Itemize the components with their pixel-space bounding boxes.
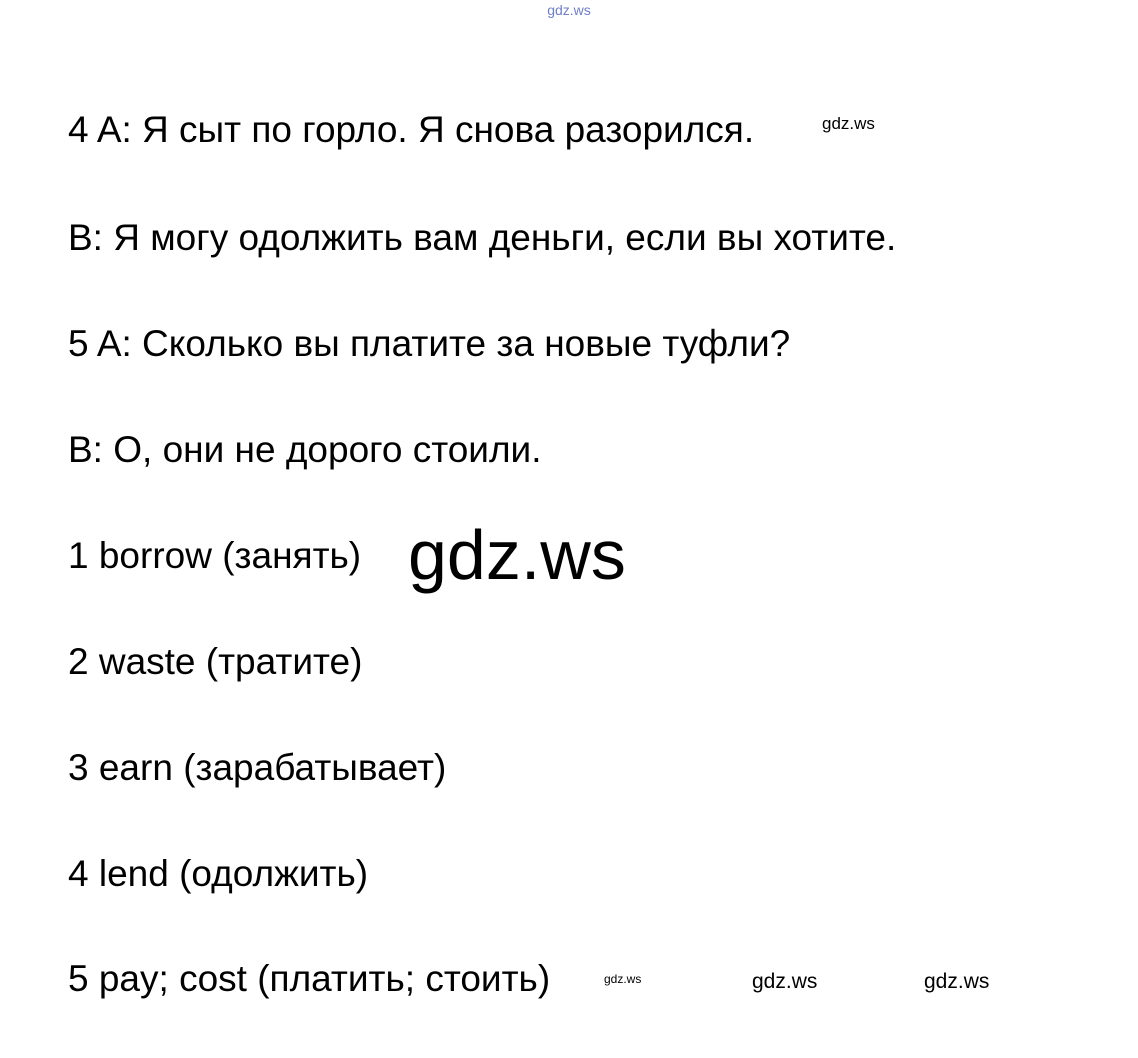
- watermark-superscript: gdz.ws: [822, 114, 875, 133]
- watermark-tiny: gdz.ws: [604, 972, 642, 986]
- watermark-bottom-middle: gdz.ws: [752, 970, 818, 993]
- dialogue-line-3: 5 A: Сколько вы платите за новые туфли?: [68, 323, 791, 364]
- dialogue-line-4: B: О, они не дорого стоили.: [68, 429, 542, 470]
- watermark-large: gdz.ws: [408, 516, 626, 594]
- watermark-bottom-right: gdz.ws: [924, 970, 990, 993]
- answer-2: 2 waste (тратите): [68, 641, 363, 682]
- answer-5: 5 pay; cost (платить; стоить): [68, 958, 551, 999]
- answer-3: 3 earn (зарабатывает): [68, 747, 447, 788]
- watermark-top: gdz.ws: [547, 2, 591, 18]
- answer-1: 1 borrow (занять): [68, 535, 362, 576]
- answer-4: 4 lend (одолжить): [68, 853, 369, 894]
- dialogue-line-1: 4 A: Я сыт по горло. Я снова разорился.: [68, 109, 755, 150]
- dialogue-line-2: B: Я могу одолжить вам деньги, если вы хотите.: [68, 217, 897, 258]
